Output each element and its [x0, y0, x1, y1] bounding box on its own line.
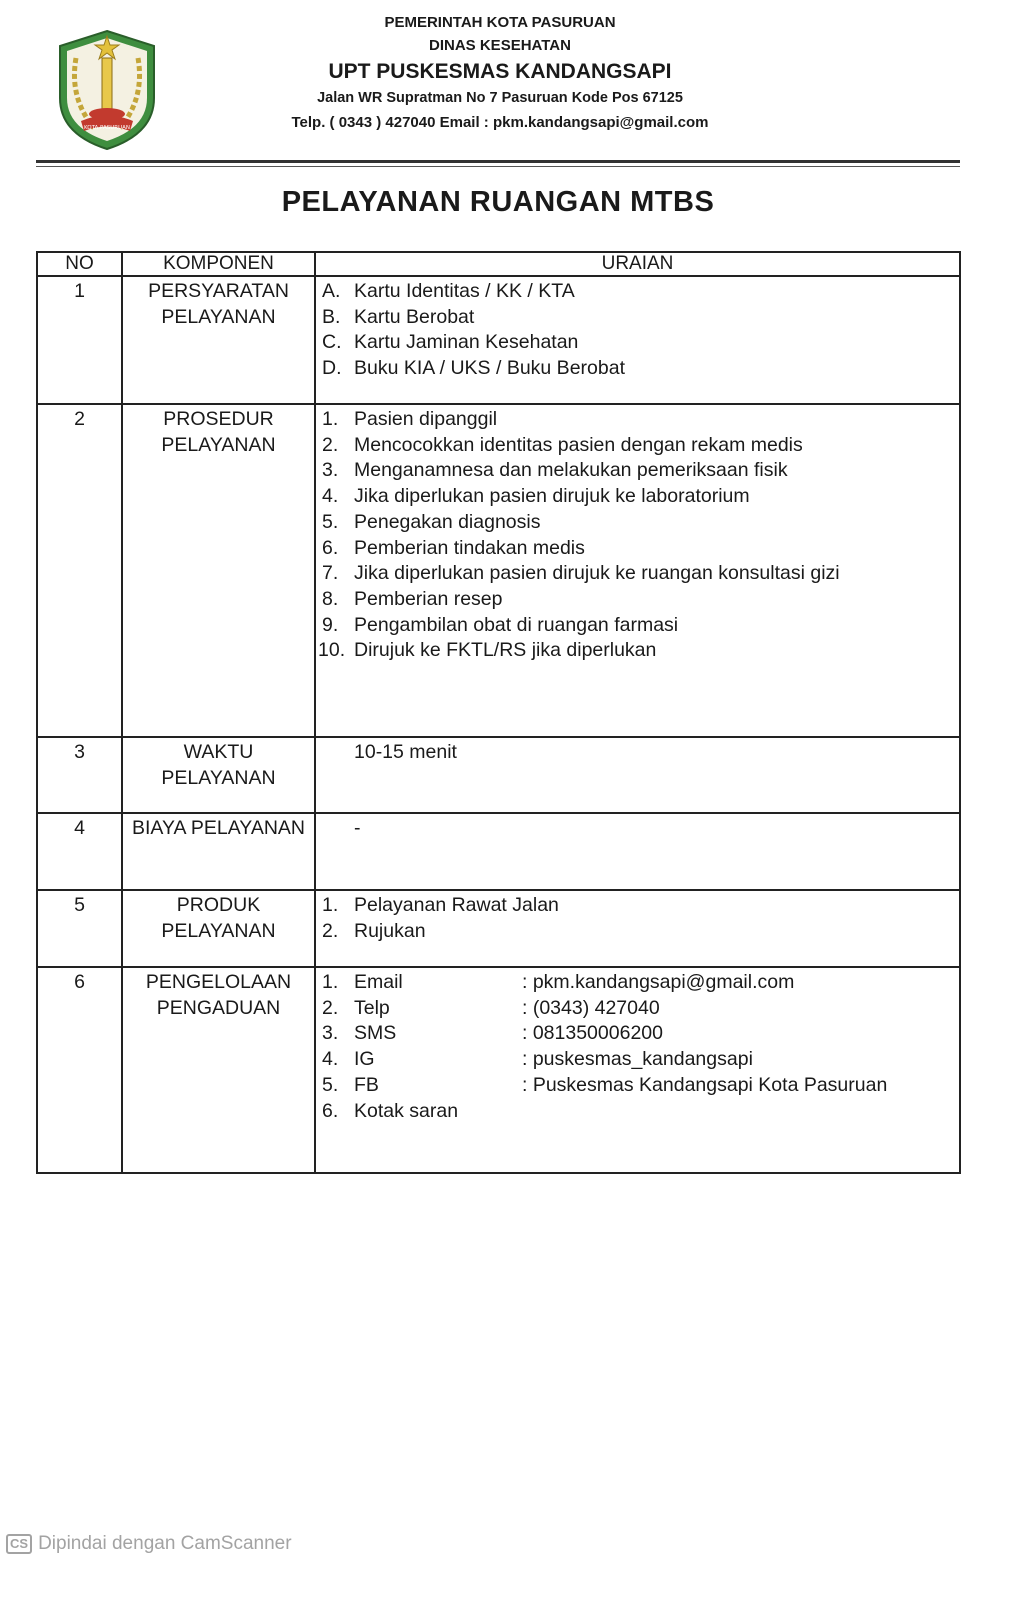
list-text: Rujukan — [354, 919, 426, 942]
contact-label: Email — [354, 971, 403, 993]
contact-label: IG — [354, 1048, 375, 1071]
contact-value: : puskesmas_kandangsapi — [522, 1048, 753, 1071]
table-row — [37, 276, 960, 404]
city-emblem-logo — [54, 28, 160, 152]
list-marker: 4. — [322, 1048, 339, 1071]
component-label: PENGADUAN — [156, 996, 281, 1019]
list-text: Buku KIA / UKS / Buku Berobat — [354, 357, 625, 380]
list-marker: 8. — [322, 587, 339, 610]
contact-item — [322, 1021, 959, 1047]
table-row — [37, 813, 960, 890]
list-marker: 3. — [322, 459, 339, 482]
list-text: Pelayanan Rawat Jalan — [354, 894, 559, 916]
camscanner-icon: CS — [6, 1534, 32, 1554]
list-item — [322, 484, 959, 510]
list-text: Kartu Identitas / KK / KTA — [354, 280, 575, 302]
list-marker: 4. — [322, 485, 339, 508]
list-marker: 6. — [322, 1099, 339, 1122]
row-number: 1 — [37, 276, 122, 404]
component-cell — [122, 890, 315, 967]
list-text: Mencocokkan identitas pasien dengan rekam medis — [354, 433, 803, 456]
list-marker: 3. — [322, 1022, 339, 1045]
component-label: PENGELOLAAN — [145, 971, 292, 993]
header-komponen: KOMPONEN — [122, 252, 315, 276]
component-cell — [122, 967, 315, 1173]
list-item — [322, 458, 959, 484]
header-uraian: URAIAN — [315, 252, 960, 276]
description-cell — [315, 967, 960, 1173]
list-marker: 1. — [322, 894, 339, 916]
list-item — [322, 536, 959, 562]
list-text: Penegakan diagnosis — [354, 510, 541, 533]
list-marker: 10. — [318, 639, 346, 662]
list-item — [322, 613, 959, 639]
list-item — [322, 433, 959, 459]
list-text: Pengambilan obat di ruangan farmasi — [354, 613, 679, 636]
agency-name: DINAS KESEHATAN — [429, 37, 571, 54]
letterhead-divider-thin — [36, 166, 960, 167]
component-label: PELAYANAN — [161, 919, 276, 942]
list-marker: A. — [322, 280, 341, 302]
list-item — [322, 407, 959, 433]
logo-text: KOTA PASURUAN — [83, 125, 131, 131]
contact-label: Telp — [354, 996, 390, 1019]
contact-label: FB — [354, 1073, 379, 1096]
list-marker: 2. — [322, 433, 339, 456]
component-cell — [122, 276, 315, 404]
component-cell — [122, 813, 315, 890]
list-text: Kartu Jaminan Kesehatan — [354, 331, 579, 354]
table-row — [37, 890, 960, 967]
contact-value: : (0343) 427040 — [522, 996, 660, 1019]
letterhead — [170, 12, 830, 136]
contact-item — [322, 970, 959, 996]
service-time: 10-15 menit — [354, 741, 457, 763]
list-marker: 6. — [322, 536, 339, 559]
list-marker: C. — [322, 331, 342, 354]
description-cell — [315, 737, 960, 813]
row-number: 2 — [37, 404, 122, 737]
list-text: Pemberian tindakan medis — [354, 536, 585, 559]
component-label: PRODUK — [176, 894, 261, 916]
contact-item — [322, 1047, 959, 1073]
list-item — [322, 356, 959, 382]
list-marker: 7. — [322, 562, 339, 585]
watermark-text: Dipindai dengan CamScanner — [38, 1533, 292, 1554]
row-number: 4 — [37, 813, 122, 890]
component-cell — [122, 404, 315, 737]
address: Jalan WR Supratman No 7 Pasuruan Kode Pos 67125 — [317, 90, 683, 106]
service-fee: - — [354, 817, 361, 839]
list-text: Kartu Berobat — [354, 305, 475, 328]
row-number: 5 — [37, 890, 122, 967]
table-row — [37, 404, 960, 737]
service-table — [36, 251, 961, 1174]
list-item — [322, 279, 959, 305]
list-text: Jika diperlukan pasien dirujuk ke laboratorium — [354, 485, 750, 508]
list-item — [322, 561, 959, 587]
institution-name: UPT PUSKESMAS KANDANGSAPI — [328, 60, 672, 83]
list-marker: 5. — [322, 510, 339, 533]
list-item — [322, 330, 959, 356]
contact-value: : Puskesmas Kandangsapi Kota Pasuruan — [522, 1073, 888, 1096]
list-marker: 2. — [322, 996, 339, 1019]
contact-item — [322, 1099, 959, 1125]
contact-item — [322, 996, 959, 1022]
row-number: 6 — [37, 967, 122, 1173]
government-name: PEMERINTAH KOTA PASURUAN — [384, 14, 616, 31]
list-marker: 1. — [322, 971, 339, 993]
contact-label: SMS — [354, 1022, 397, 1045]
document-title: PELAYANAN RUANGAN MTBS — [281, 186, 715, 218]
component-label: PROSEDUR — [163, 408, 274, 430]
component-label: PELAYANAN — [161, 766, 276, 789]
list-marker: 2. — [322, 919, 339, 942]
contact-item — [322, 1073, 959, 1099]
contact-value: : 081350006200 — [522, 1022, 663, 1045]
description-cell — [315, 404, 960, 737]
list-item — [322, 587, 959, 613]
list-item — [322, 893, 959, 919]
letterhead-divider — [36, 160, 960, 163]
header-no: NO — [37, 252, 122, 276]
list-marker: 5. — [322, 1073, 339, 1096]
row-number: 3 — [37, 737, 122, 813]
list-item — [322, 305, 959, 331]
description-cell — [315, 813, 960, 890]
list-item — [322, 919, 959, 945]
contact-label: Kotak saran — [354, 1099, 459, 1122]
table-row — [37, 737, 960, 813]
description-cell — [315, 890, 960, 967]
list-item — [322, 510, 959, 536]
component-label: BIAYA PELAYANAN — [131, 817, 306, 839]
component-label: WAKTU — [183, 741, 254, 763]
scanner-watermark — [6, 1533, 292, 1555]
contact-line: Telp. ( 0343 ) 427040 Email : pkm.kandangsapi@gmail.com — [291, 114, 709, 131]
list-text: Menganamnesa dan melakukan pemeriksaan fisik — [354, 459, 788, 482]
contact-value: : pkm.kandangsapi@gmail.com — [522, 971, 795, 993]
component-cell — [122, 737, 315, 813]
list-text: Pemberian resep — [354, 587, 503, 610]
component-label: PERSYARATAN — [148, 280, 289, 302]
list-marker: B. — [322, 305, 341, 328]
component-label: PELAYANAN — [161, 433, 276, 456]
component-label: PELAYANAN — [161, 305, 276, 328]
list-marker: D. — [322, 357, 342, 380]
list-text: Pasien dipanggil — [354, 408, 498, 430]
list-item — [318, 638, 959, 664]
list-text: Jika diperlukan pasien dirujuk ke ruangan konsultasi gizi — [354, 562, 840, 585]
list-text: Dirujuk ke FKTL/RS jika diperlukan — [354, 639, 657, 662]
description-cell — [315, 276, 960, 404]
list-marker: 9. — [322, 613, 339, 636]
list-marker: 1. — [322, 408, 339, 430]
table-row — [37, 967, 960, 1173]
